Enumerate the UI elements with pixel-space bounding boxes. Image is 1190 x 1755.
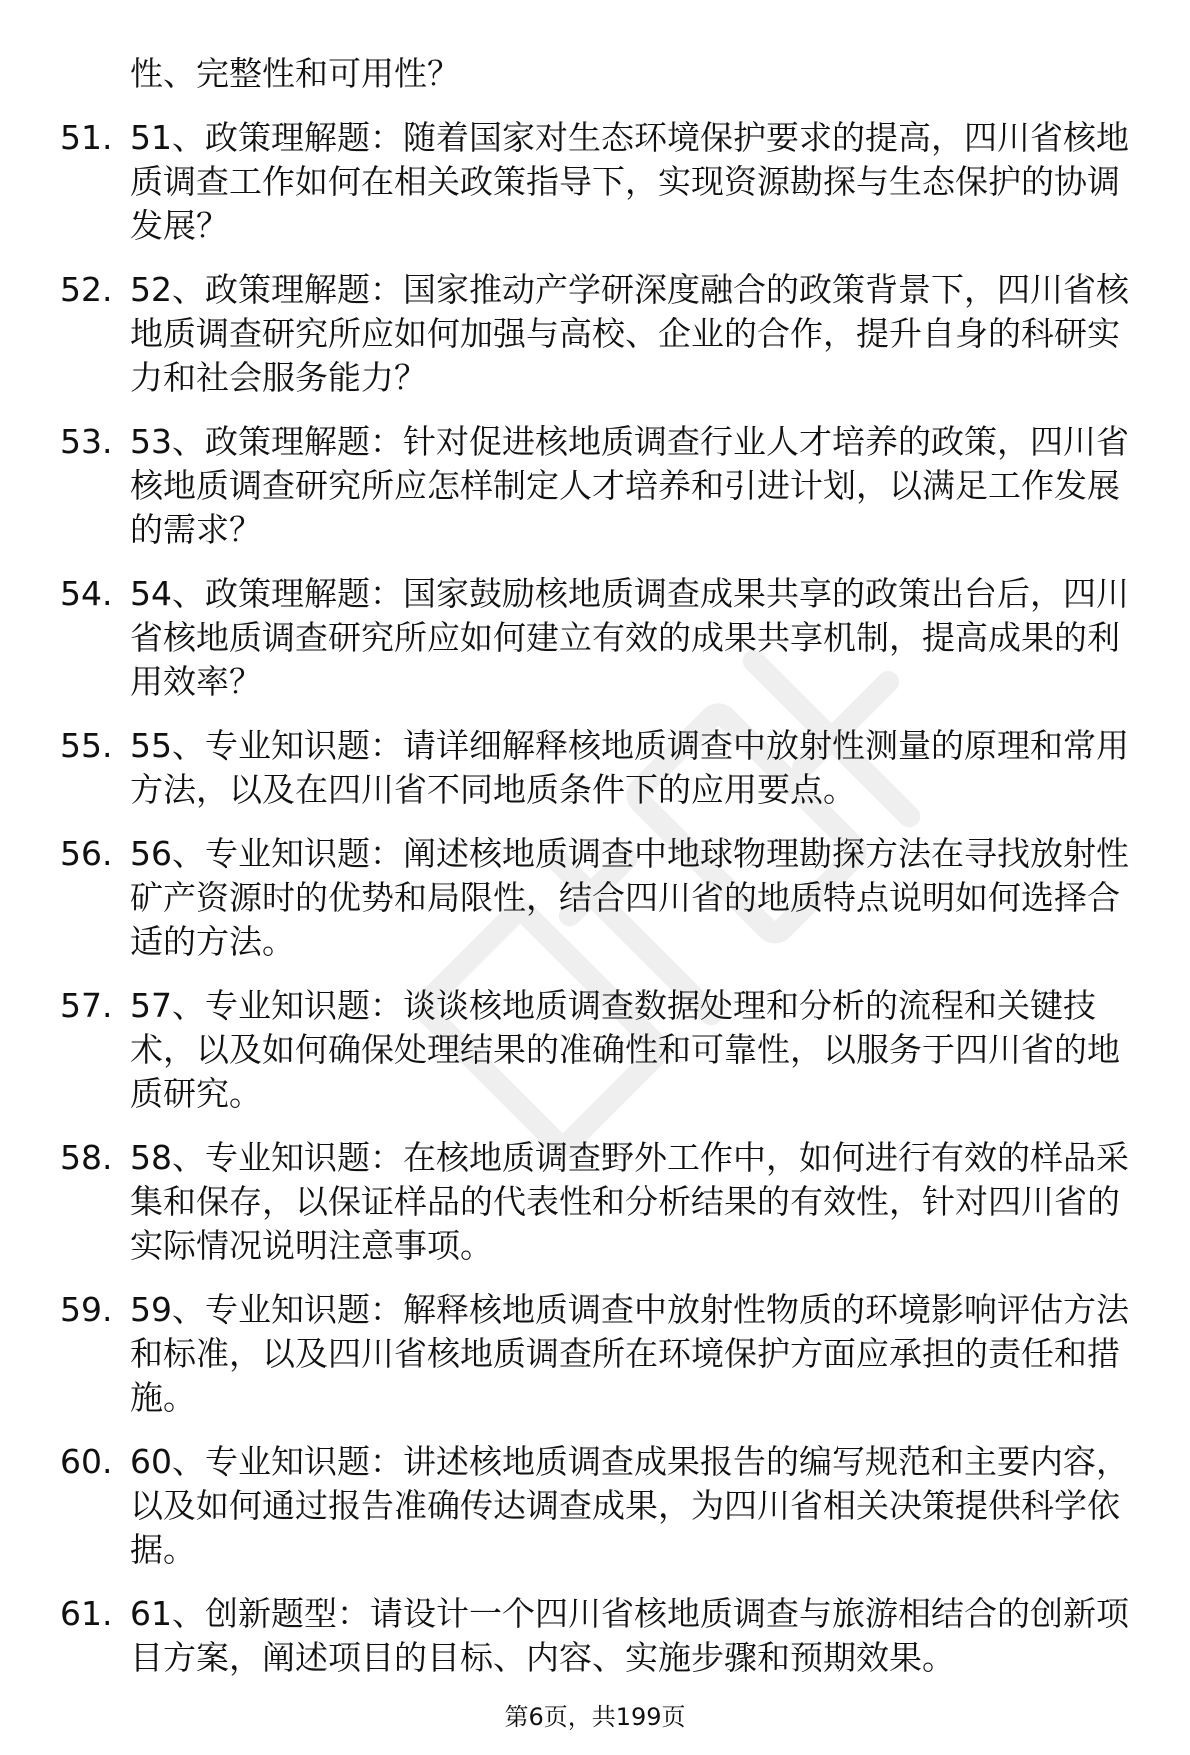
item-text: 53、政策理解题：针对促进核地质调查行业人才培养的政策，四川省核地质调查研究所应怎样制定人才培养和引进计划，以满足工作发展的需求？: [130, 422, 1129, 549]
item-number: 56.: [60, 834, 113, 873]
item-number: 52.: [60, 270, 113, 309]
item-text: 60、专业知识题：讲述核地质调查成果报告的编写规范和主要内容，以及如何通过报告准确传达调查成果，为四川省相关决策提供科学依据。: [130, 1442, 1129, 1569]
continuation-text: 性、完整性和可用性？: [130, 54, 460, 93]
item-text: 56、专业知识题：阐述核地质调查中地球物理勘探方法在寻找放射性矿产资源时的优势和局限性，结合四川省的地质特点说明如何选择合适的方法。: [130, 834, 1129, 961]
item-number: 58.: [60, 1138, 113, 1177]
item-text: 59、专业知识题：解释核地质调查中放射性物质的环境影响评估方法和标准，以及四川省核地质调查所在环境保护方面应承担的责任和措施。: [130, 1290, 1129, 1417]
list-item: [60, 832, 1150, 964]
item-text: 54、政策理解题：国家鼓励核地质调查成果共享的政策出台后，四川省核地质调查研究所应如何建立有效的成果共享机制，提高成果的利用效率？: [130, 574, 1129, 701]
item-text: 58、专业知识题：在核地质调查野外工作中，如何进行有效的样品采集和保存，以保证样品的代表性和分析结果的有效性，针对四川省的实际情况说明注意事项。: [130, 1138, 1129, 1265]
item-text: 52、政策理解题：国家推动产学研深度融合的政策背景下，四川省核地质调查研究所应如何加强与高校、企业的合作，提升自身的科研实力和社会服务能力？: [130, 270, 1129, 397]
item-number: 54.: [60, 574, 113, 613]
list-item: [60, 572, 1150, 704]
question-list: [60, 116, 1150, 1700]
item-number: 55.: [60, 726, 113, 765]
list-item: [60, 1440, 1150, 1572]
page-footer: 第6页，共199页: [504, 1703, 686, 1731]
item-number: 61.: [60, 1594, 113, 1633]
item-number: 60.: [60, 1442, 113, 1481]
list-item: [60, 724, 1150, 812]
list-item: [60, 420, 1150, 552]
item-number: 51.: [60, 118, 113, 157]
item-text: 51、政策理解题：随着国家对生态环境保护要求的提高，四川省核地质调查工作如何在相关政策指导下，实现资源勘探与生态保护的协调发展？: [130, 118, 1129, 245]
item-number: 57.: [60, 986, 113, 1025]
item-text: 55、专业知识题：请详细解释核地质调查中放射性测量的原理和常用方法，以及在四川省不同地质条件下的应用要点。: [130, 726, 1129, 809]
item-text: 57、专业知识题：谈谈核地质调查数据处理和分析的流程和关键技术，以及如何确保处理结果的准确性和可靠性，以服务于四川省的地质研究。: [130, 986, 1120, 1113]
list-item: [60, 1592, 1150, 1680]
list-item: [60, 984, 1150, 1116]
item-number: 53.: [60, 422, 113, 461]
item-number: 59.: [60, 1290, 113, 1329]
list-item: [60, 116, 1150, 248]
list-item: [60, 268, 1150, 400]
list-item: [60, 1288, 1150, 1420]
list-item: [60, 1136, 1150, 1268]
item-text: 61、创新题型：请设计一个四川省核地质调查与旅游相结合的创新项目方案，阐述项目的目标、内容、实施步骤和预期效果。: [130, 1594, 1129, 1677]
